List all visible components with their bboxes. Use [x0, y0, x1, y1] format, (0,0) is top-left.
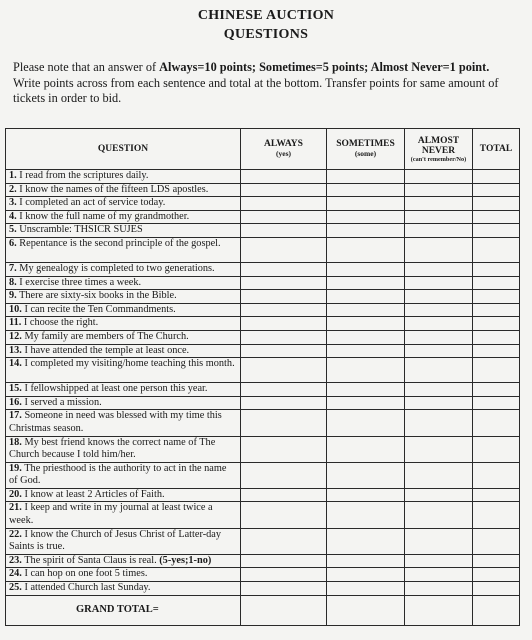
almost-never-points-cell[interactable] — [405, 330, 473, 344]
question-text: 4. I know the full name of my grandmother. — [6, 210, 241, 224]
grand-total-total-cell[interactable] — [473, 595, 520, 625]
question-text: 17. Someone in need was blessed with my time this Christmas season. — [6, 410, 241, 436]
total-points-cell[interactable] — [473, 276, 520, 290]
almost-never-points-cell[interactable] — [405, 582, 473, 596]
always-points-cell[interactable] — [241, 502, 327, 528]
sometimes-points-cell[interactable] — [327, 462, 405, 488]
always-points-cell[interactable] — [241, 224, 327, 238]
table-row — [6, 582, 520, 596]
sometimes-points-cell[interactable] — [327, 568, 405, 582]
always-points-cell[interactable] — [241, 358, 327, 383]
question-text: 9. There are sixty-six books in the Bible. — [6, 290, 241, 304]
question-text: 14. I completed my visiting/home teaching this month. — [6, 358, 241, 383]
almost-never-points-cell[interactable] — [405, 276, 473, 290]
total-points-cell[interactable] — [473, 237, 520, 262]
header-total: TOTAL — [473, 129, 520, 170]
grand-total-label: GRAND TOTAL= — [6, 595, 241, 625]
total-points-cell[interactable] — [473, 462, 520, 488]
table-row — [6, 183, 520, 197]
question-text: 22. I know the Church of Jesus Christ of Latter-day Saints is true. — [6, 528, 241, 554]
question-text: 24. I can hop on one foot 5 times. — [6, 568, 241, 582]
table-row — [6, 262, 520, 276]
always-points-cell[interactable] — [241, 170, 327, 184]
table-row — [6, 344, 520, 358]
total-points-cell[interactable] — [473, 210, 520, 224]
table-row — [6, 568, 520, 582]
always-points-cell[interactable] — [241, 410, 327, 436]
table-row — [6, 197, 520, 211]
total-points-cell[interactable] — [473, 330, 520, 344]
total-points-cell[interactable] — [473, 554, 520, 568]
always-points-cell[interactable] — [241, 210, 327, 224]
sometimes-points-cell[interactable] — [327, 262, 405, 276]
grand-total-sometimes-cell[interactable] — [327, 595, 405, 625]
almost-never-points-cell[interactable] — [405, 396, 473, 410]
header-question: QUESTION — [6, 129, 241, 170]
almost-never-points-cell[interactable] — [405, 262, 473, 276]
question-text: 7. My genealogy is completed to two generations. — [6, 262, 241, 276]
always-points-cell[interactable] — [241, 528, 327, 554]
table-row — [6, 237, 520, 262]
table-row — [6, 210, 520, 224]
sometimes-points-cell[interactable] — [327, 170, 405, 184]
almost-never-points-cell[interactable] — [405, 568, 473, 582]
sometimes-points-cell[interactable] — [327, 276, 405, 290]
total-points-cell[interactable] — [473, 396, 520, 410]
almost-never-points-cell[interactable] — [405, 303, 473, 317]
total-points-cell[interactable] — [473, 502, 520, 528]
table-row — [6, 528, 520, 554]
total-points-cell[interactable] — [473, 224, 520, 238]
almost-never-points-cell[interactable] — [405, 344, 473, 358]
question-text: 18. My best friend knows the correct name of The Church because I told him/her. — [6, 436, 241, 462]
total-points-cell[interactable] — [473, 528, 520, 554]
table-row — [6, 502, 520, 528]
almost-never-points-cell[interactable] — [405, 488, 473, 502]
total-points-cell[interactable] — [473, 568, 520, 582]
sometimes-points-cell[interactable] — [327, 237, 405, 262]
always-points-cell[interactable] — [241, 303, 327, 317]
always-points-cell[interactable] — [241, 183, 327, 197]
header-always-sub: (yes) — [276, 149, 291, 158]
always-points-cell[interactable] — [241, 330, 327, 344]
question-text: 8. I exercise three times a week. — [6, 276, 241, 290]
header-almost-never: ALMOST NEVER (can't remember/No) — [405, 129, 473, 170]
total-points-cell[interactable] — [473, 488, 520, 502]
question-text: 13. I have attended the temple at least once. — [6, 344, 241, 358]
question-text: 16. I served a mission. — [6, 396, 241, 410]
table-row — [6, 276, 520, 290]
always-points-cell[interactable] — [241, 276, 327, 290]
almost-never-points-cell[interactable] — [405, 183, 473, 197]
almost-never-points-cell[interactable] — [405, 224, 473, 238]
sometimes-points-cell[interactable] — [327, 197, 405, 211]
question-text: 19. The priesthood is the authority to act in the name of God. — [6, 462, 241, 488]
title-line-1: CHINESE AUCTION — [197, 8, 335, 23]
always-points-cell[interactable] — [241, 462, 327, 488]
question-text: 11. I choose the right. — [6, 317, 241, 331]
question-text: 20. I know at least 2 Articles of Faith. — [6, 488, 241, 502]
always-points-cell[interactable] — [241, 488, 327, 502]
table-row — [6, 358, 520, 383]
sometimes-points-cell[interactable] — [327, 502, 405, 528]
question-text: 3. I completed an act of service today. — [6, 197, 241, 211]
almost-never-points-cell[interactable] — [405, 502, 473, 528]
question-text: 5. Unscramble: THSICR SUJES — [6, 224, 241, 238]
instructions-points: Always=10 points; Sometimes=5 points; Almost Never=1 point. — [159, 60, 490, 74]
question-text: 23. The spirit of Santa Claus is real. (5-yes;1-no) — [6, 554, 241, 568]
title-line-2: QUESTIONS — [223, 27, 309, 42]
table-header-row — [6, 129, 520, 170]
total-points-cell[interactable] — [473, 303, 520, 317]
total-points-cell[interactable] — [473, 317, 520, 331]
almost-never-points-cell[interactable] — [405, 197, 473, 211]
almost-never-points-cell[interactable] — [405, 237, 473, 262]
sometimes-points-cell[interactable] — [327, 210, 405, 224]
sometimes-points-cell[interactable] — [327, 290, 405, 304]
table-row — [6, 303, 520, 317]
total-points-cell[interactable] — [473, 358, 520, 383]
table-row — [6, 290, 520, 304]
header-always: ALWAYS (yes) — [241, 129, 327, 170]
page-title — [0, 6, 532, 44]
almost-never-points-cell[interactable] — [405, 528, 473, 554]
question-text: 1. I read from the scriptures daily. — [6, 170, 241, 184]
sometimes-points-cell[interactable] — [327, 224, 405, 238]
almost-never-points-cell[interactable] — [405, 383, 473, 397]
question-text: 2. I know the names of the fifteen LDS apostles. — [6, 183, 241, 197]
table-row — [6, 396, 520, 410]
grand-total-almost-never-cell[interactable] — [405, 595, 473, 625]
almost-never-points-cell[interactable] — [405, 290, 473, 304]
always-points-cell[interactable] — [241, 436, 327, 462]
total-points-cell[interactable] — [473, 344, 520, 358]
total-points-cell[interactable] — [473, 290, 520, 304]
almost-never-points-cell[interactable] — [405, 410, 473, 436]
table-row — [6, 436, 520, 462]
question-text: 10. I can recite the Ten Commandments. — [6, 303, 241, 317]
always-points-cell[interactable] — [241, 554, 327, 568]
always-points-cell[interactable] — [241, 344, 327, 358]
total-points-cell[interactable] — [473, 170, 520, 184]
always-points-cell[interactable] — [241, 396, 327, 410]
grand-total-always-cell[interactable] — [241, 595, 327, 625]
sometimes-points-cell[interactable] — [327, 396, 405, 410]
table-row — [6, 383, 520, 397]
header-sometimes-sub: (some) — [354, 149, 377, 158]
question-text: 21. I keep and write in my journal at least twice a week. — [6, 502, 241, 528]
almost-never-points-cell[interactable] — [405, 358, 473, 383]
total-points-cell[interactable] — [473, 436, 520, 462]
sometimes-points-cell[interactable] — [327, 344, 405, 358]
questions-table — [5, 128, 520, 626]
instructions-part-2: Write points across from each sentence and total at the bottom. Transfer points for same amount of tickets in order to bid. — [13, 75, 499, 105]
header-sometimes: SOMETIMES (some) — [327, 129, 405, 170]
sometimes-points-cell[interactable] — [327, 383, 405, 397]
total-points-cell[interactable] — [473, 183, 520, 197]
table-row — [6, 330, 520, 344]
sometimes-points-cell[interactable] — [327, 358, 405, 383]
table-row — [6, 317, 520, 331]
table-row — [6, 224, 520, 238]
almost-never-points-cell[interactable] — [405, 462, 473, 488]
sometimes-points-cell[interactable] — [327, 303, 405, 317]
always-points-cell[interactable] — [241, 582, 327, 596]
always-points-cell[interactable] — [241, 317, 327, 331]
sometimes-points-cell[interactable] — [327, 554, 405, 568]
always-points-cell[interactable] — [241, 262, 327, 276]
table-row — [6, 462, 520, 488]
header-never-sub: (can't remember/No) — [410, 155, 467, 163]
total-points-cell[interactable] — [473, 197, 520, 211]
question-text: 15. I fellowshipped at least one person this year. — [6, 383, 241, 397]
instructions-part-1: Please note that an answer of — [13, 60, 160, 74]
almost-never-points-cell[interactable] — [405, 317, 473, 331]
total-points-cell[interactable] — [473, 383, 520, 397]
sometimes-points-cell[interactable] — [327, 488, 405, 502]
almost-never-points-cell[interactable] — [405, 210, 473, 224]
sometimes-points-cell[interactable] — [327, 317, 405, 331]
grand-total-row — [6, 595, 520, 625]
total-points-cell[interactable] — [473, 410, 520, 436]
almost-never-points-cell[interactable] — [405, 436, 473, 462]
sometimes-points-cell[interactable] — [327, 410, 405, 436]
always-points-cell[interactable] — [241, 290, 327, 304]
instructions — [13, 60, 519, 107]
sometimes-points-cell[interactable] — [327, 528, 405, 554]
table-row — [6, 488, 520, 502]
question-text: 6. Repentance is the second principle of the gospel. — [6, 237, 241, 262]
always-points-cell[interactable] — [241, 237, 327, 262]
sometimes-points-cell[interactable] — [327, 183, 405, 197]
total-points-cell[interactable] — [473, 262, 520, 276]
always-points-cell[interactable] — [241, 383, 327, 397]
always-points-cell[interactable] — [241, 197, 327, 211]
question-text: 25. I attended Church last Sunday. — [6, 582, 241, 596]
sometimes-points-cell[interactable] — [327, 436, 405, 462]
sometimes-points-cell[interactable] — [327, 330, 405, 344]
table-row — [6, 554, 520, 568]
almost-never-points-cell[interactable] — [405, 170, 473, 184]
almost-never-points-cell[interactable] — [405, 554, 473, 568]
table-row — [6, 410, 520, 436]
sometimes-points-cell[interactable] — [327, 582, 405, 596]
table-row — [6, 170, 520, 184]
question-text: 12. My family are members of The Church. — [6, 330, 241, 344]
always-points-cell[interactable] — [241, 568, 327, 582]
total-points-cell[interactable] — [473, 582, 520, 596]
